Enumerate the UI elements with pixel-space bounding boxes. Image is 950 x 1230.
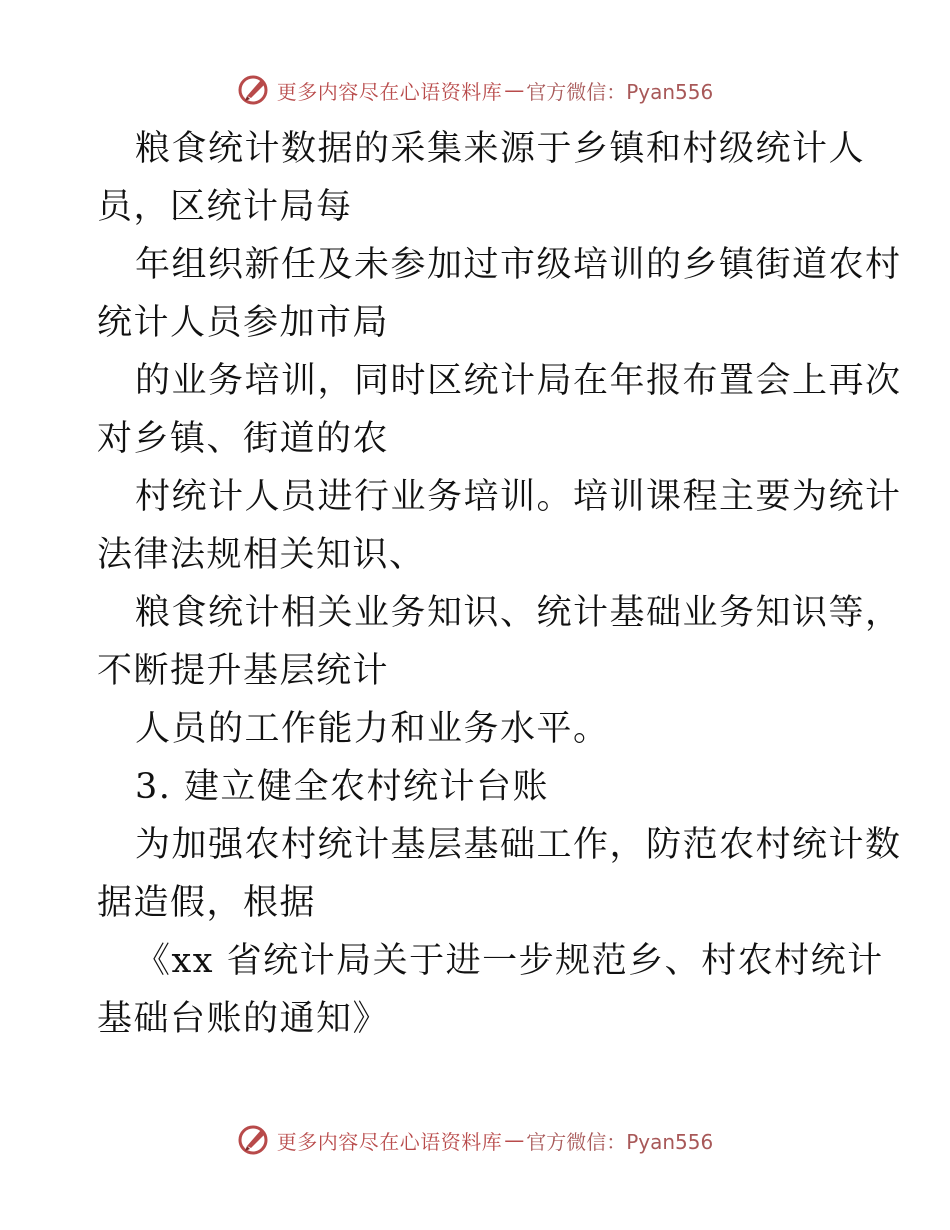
paragraph-line: 年组织新任及未参加过市级培训的乡镇街道农村 [135,245,902,285]
paragraph-line: 粮食统计数据的采集来源于乡镇和村级统计人 [135,129,866,169]
paragraph-line: 村统计人员进行业务培训。培训课程主要为统计 [135,477,902,517]
paragraph-line: 对乡镇、街道的农 [97,419,390,459]
paragraph-line: 统计人员参加市局 [97,303,390,343]
paragraph-line: 法律法规相关知识、 [97,535,426,575]
paragraph-line: 为加强农村统计基层基础工作，防范农村统计数 [135,825,902,865]
pen-logo-icon [237,1122,273,1158]
watermark-site-text: 更多内容尽在心语资料库 [276,1129,503,1154]
section-heading: 3. 建立健全农村统计台账 [135,767,550,807]
paragraph-line: 人员的工作能力和业务水平。 [135,709,610,749]
watermark-separator: — [504,1128,525,1152]
paragraph-line: 的业务培训，同时区统计局在年报布置会上再次 [135,361,902,401]
paragraph-line: 《xx 省统计局关于进一步规范乡、村农村统计 [135,941,884,981]
footer-watermark [0,1120,950,1160]
watermark-wechat-text: 官方微信：Pyan556 [526,1129,714,1154]
paragraph-line: 据造假，根据 [97,883,317,923]
document-body [97,120,902,1048]
paragraph-line: 不断提升基层统计 [97,651,390,691]
pen-logo-icon [237,72,273,108]
header-watermark [0,70,950,110]
paragraph-line: 基础台账的通知》 [97,999,390,1039]
paragraph-line: 粮食统计相关业务知识、统计基础业务知识等， [135,593,902,633]
watermark-separator: — [504,78,525,102]
watermark-wechat-text: 官方微信：Pyan556 [526,79,714,104]
paragraph-line: 员，区统计局每 [97,187,353,227]
watermark-site-text: 更多内容尽在心语资料库 [276,79,503,104]
